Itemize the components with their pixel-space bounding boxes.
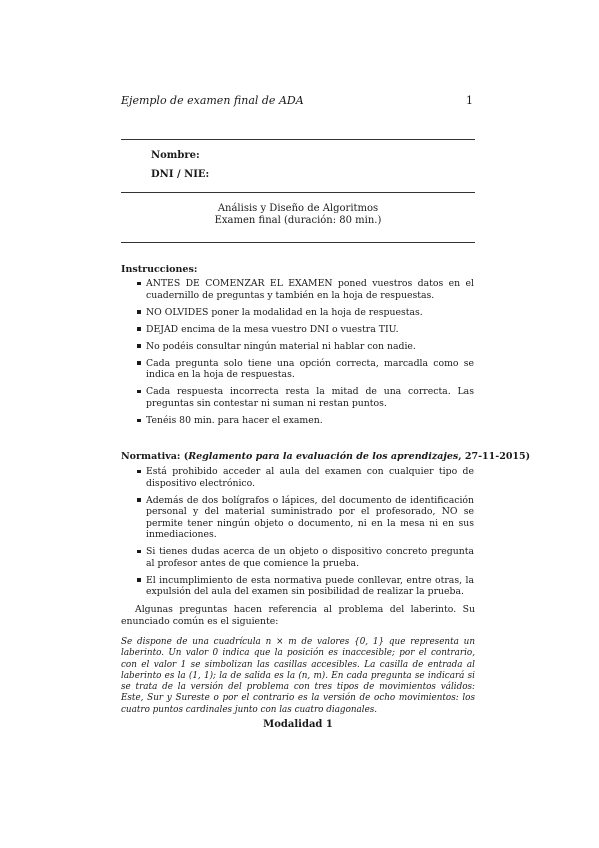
bullet-square-icon — [137, 327, 141, 331]
bullet-square-icon — [137, 578, 141, 582]
bullet-square-icon — [137, 419, 141, 423]
page-number: 1 — [466, 94, 473, 107]
list-item: DEJAD encima de la mesa vuestro DNI o vuestra TIU. — [137, 324, 474, 336]
instructions-heading: Instrucciones: — [121, 264, 198, 275]
modalidad-heading: Modalidad 1 — [263, 719, 333, 730]
list-item: El incumplimiento de esta normativa puede conllevar, entre otras, la expulsión del aula del examen sin posibilidad de realizar la prueba. — [137, 575, 474, 598]
list-item: ANTES DE COMENZAR EL EXAMEN poned vuestros datos en el cuadernillo de preguntas y también en la hoja de respuestas. — [137, 278, 474, 301]
bullet-square-icon — [137, 344, 141, 348]
middle-rule — [121, 192, 475, 193]
normativa-list — [137, 466, 474, 603]
list-item: NO OLVIDES poner la modalidad en la hoja de respuestas. — [137, 307, 474, 319]
intro-paragraph: Algunas preguntas hacen referencia al problema del laberinto. Su enunciado común es el siguiente: — [121, 604, 475, 627]
bullet-square-icon — [137, 550, 141, 554]
running-header-title: Ejemplo de examen final de ADA — [121, 94, 304, 107]
bullet-square-icon — [137, 498, 141, 502]
dni-label: DNI / NIE: — [151, 169, 210, 180]
problem-statement: Se dispone de una cuadrícula n × m de valores {0, 1} que representa un laberinto. Un valor 0 indica que la posición es inaccesible; por el contrario, con el valor 1 se simbolizan las casillas accesibles. La casilla de entrada al laberinto es la (1, 1); la de salida es la (n, m). En cada pregunta se indicará si se trata de la versión del problema con tres tipos de movimientos válidos: Este, Sur y Sureste o por el contrario es la versión de ocho movimientos: los cuatro puntos cardinales junto con las cuatro diagonales. — [121, 637, 475, 715]
list-item: Está prohibido acceder al aula del examen con cualquier tipo de dispositivo electrónico. — [137, 466, 474, 489]
name-label: Nombre: — [151, 150, 200, 161]
instructions-list — [137, 278, 474, 432]
list-item: Si tienes dudas acerca de un objeto o dispositivo concreto pregunta al profesor antes de que comience la prueba. — [137, 546, 474, 569]
list-item: Además de dos bolígrafos o lápices, del documento de identificación personal y del material suministrado por el profesorado, NO se permite tener ningún objeto o documento, ni en la mesa ni en sus inmediaciones. — [137, 495, 474, 541]
bullet-square-icon — [137, 282, 141, 286]
bottom-rule — [121, 242, 475, 243]
list-item: No podéis consultar ningún material ni hablar con nadie. — [137, 341, 474, 353]
exam-duration: Examen final (duración: 80 min.) — [214, 215, 382, 226]
bullet-square-icon — [137, 470, 141, 474]
bullet-square-icon — [137, 390, 141, 394]
bullet-square-icon — [137, 361, 141, 365]
list-item: Cada pregunta solo tiene una opción correcta, marcadla como se indica en la hoja de respuestas. — [137, 358, 474, 381]
list-item: Tenéis 80 min. para hacer el examen. — [137, 415, 474, 427]
normativa-heading: Normativa: (Reglamento para la evaluación de los aprendizajes, 27-11-2015) — [121, 451, 531, 462]
list-item: Cada respuesta incorrecta resta la mitad de una correcta. Las preguntas sin contestar ni suman ni restan puntos. — [137, 386, 474, 409]
top-rule — [121, 139, 475, 140]
course-subject: Análisis y Diseño de Algoritmos — [217, 203, 379, 214]
bullet-square-icon — [137, 310, 141, 314]
